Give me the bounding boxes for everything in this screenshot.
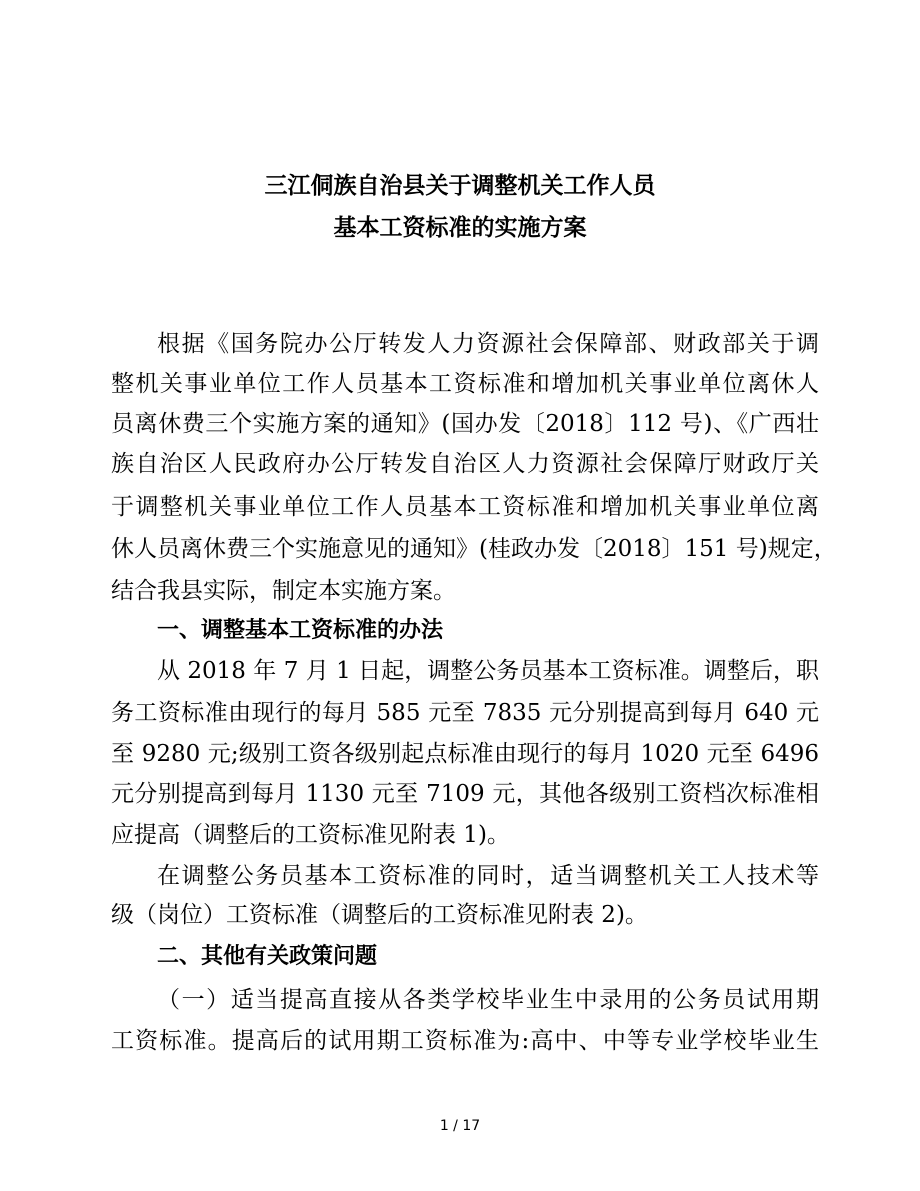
document-title-line-2: 基本工资标准的实施方案	[333, 215, 587, 241]
page-indicator: 1 / 17	[439, 1118, 481, 1134]
section-1-paragraph-line: 应提高（调整后的工资标准见附表 1)。	[111, 822, 510, 848]
intro-line: 休人员离休费三个实施意见的通知》(桂政办发〔2018〕151 号)规定，	[111, 536, 837, 562]
intro-line: 员离休费三个实施方案的通知》(国办发〔2018〕112 号)、《广西壮	[111, 411, 819, 437]
intro-line: 根据《国务院办公厅转发人力资源社会保障部、财政部关于调	[157, 331, 819, 357]
intro-line: 整机关事业单位工作人员基本工资标准和增加机关事业单位离休人	[111, 371, 819, 397]
section-1-paragraph-line: 在调整公务员基本工资标准的同时，适当调整机关工人技术等	[157, 863, 819, 889]
section-1-paragraph-line: 元分别提高到每月 1130 元至 7109 元，其他各级别工资档次标准相	[111, 781, 819, 807]
intro-line: 结合我县实际，制定本实施方案。	[111, 578, 456, 604]
section-1-paragraph-line: 务工资标准由现行的每月 585 元至 7835 元分别提高到每月 640 元	[111, 700, 819, 726]
section-2-paragraph-line: （一）适当提高直接从各类学校毕业生中录用的公务员试用期	[157, 987, 819, 1013]
section-1-paragraph-line: 至 9280 元;级别工资各级别起点标准由现行的每月 1020 元至 6496	[111, 741, 819, 767]
section-2-paragraph-line: 工资标准。提高后的试用期工资标准为:高中、中等专业学校毕业生	[111, 1028, 819, 1054]
intro-line: 族自治区人民政府办公厅转发自治区人力资源社会保障厅财政厅关	[111, 451, 819, 477]
document-title-line-1: 三江侗族自治县关于调整机关工作人员	[264, 173, 656, 199]
intro-line: 于调整机关事业单位工作人员基本工资标准和增加机关事业单位离	[111, 494, 819, 520]
section-1-heading: 一、调整基本工资标准的办法	[157, 618, 444, 643]
section-1-paragraph-line: 从 2018 年 7 月 1 日起，调整公务员基本工资标准。调整后，职	[157, 658, 819, 684]
section-2-heading: 二、其他有关政策问题	[157, 944, 378, 969]
section-1-paragraph-line: 级（岗位）工资标准（调整后的工资标准见附表 2)。	[111, 902, 648, 928]
